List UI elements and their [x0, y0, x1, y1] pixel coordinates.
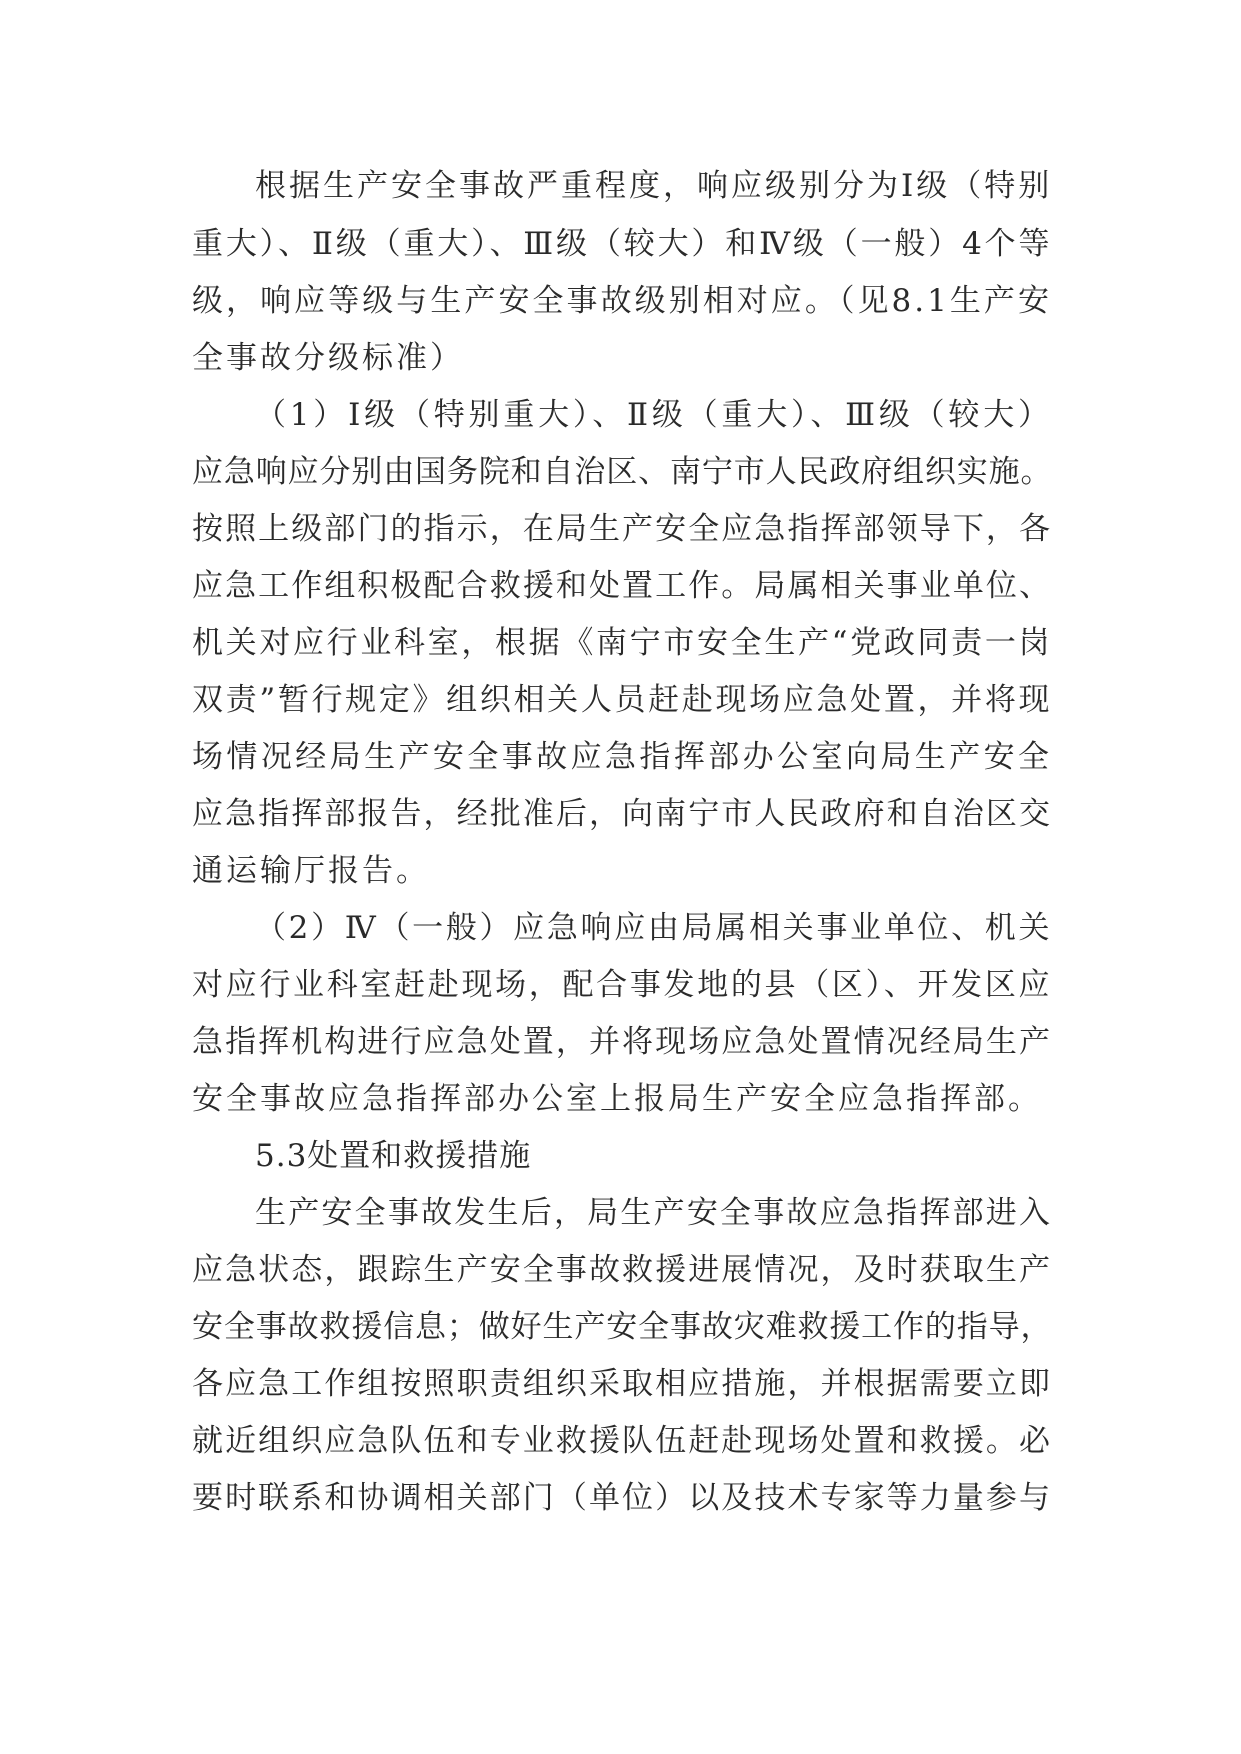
paragraph-2-line-7: 场情况经局生产安全事故应急指挥部办公室向局生产安全: [192, 739, 1052, 775]
paragraph-3-line-3: 急指挥机构进行应急处置，并将现场应急处置情况经局生产: [192, 1024, 1052, 1060]
paragraph-3-line-2: 对应行业科室赶赴现场，配合事发地的县（区）、开发区应: [192, 967, 1052, 1003]
paragraph-2-line-9: 通运输厅报告。: [192, 853, 430, 889]
paragraph-3-line-4: 安全事故应急指挥部办公室上报局生产安全应急指挥部。: [192, 1081, 1042, 1117]
paragraph-1-line-1: 根据生产安全事故严重程度，响应级别分为Ⅰ级（特别: [255, 168, 1053, 204]
paragraph-2-line-6: 双责”暂行规定》组织相关人员赶赴现场应急处置，并将现: [192, 682, 1052, 718]
section-heading-5-3: 5.3处置和救援措施: [255, 1138, 532, 1174]
paragraph-2-line-3: 按照上级部门的指示，在局生产安全应急指挥部领导下，各: [192, 511, 1052, 547]
paragraph-4-line-2: 应急状态，跟踪生产安全事故救援进展情况，及时获取生产: [192, 1252, 1052, 1288]
paragraph-2-line-2: 应急响应分别由国务院和自治区、南宁市人民政府组织实施。: [192, 454, 1052, 490]
paragraph-1-line-3: 级，响应等级与生产安全事故级别相对应。（见8.1生产安: [192, 283, 1052, 319]
paragraph-3-line-1: （2）Ⅳ（一般）应急响应由局属相关事业单位、机关: [255, 910, 1052, 946]
paragraph-2-line-1: （1）Ⅰ级（特别重大）、Ⅱ级（重大）、Ⅲ级（较大）: [255, 397, 1052, 433]
paragraph-4-line-3: 安全事故救援信息；做好生产安全事故灾难救援工作的指导，: [192, 1309, 1052, 1345]
paragraph-4-line-1: 生产安全事故发生后，局生产安全事故应急指挥部进入: [255, 1195, 1052, 1231]
paragraph-4-line-4: 各应急工作组按照职责组织采取相应措施，并根据需要立即: [192, 1366, 1052, 1402]
paragraph-4-line-5: 就近组织应急队伍和专业救援队伍赶赴现场处置和救援。必: [192, 1423, 1052, 1459]
paragraph-2-line-8: 应急指挥部报告，经批准后，向南宁市人民政府和自治区交: [192, 796, 1052, 832]
paragraph-2-line-4: 应急工作组积极配合救援和处置工作。局属相关事业单位、: [192, 568, 1052, 604]
paragraph-1-line-4: 全事故分级标准）: [192, 340, 464, 376]
paragraph-2-line-5: 机关对应行业科室，根据《南宁市安全生产“党政同责一岗: [192, 625, 1052, 661]
paragraph-4-line-6: 要时联系和协调相关部门（单位）以及技术专家等力量参与: [192, 1480, 1052, 1516]
paragraph-1-line-2: 重大）、Ⅱ级（重大）、Ⅲ级（较大）和Ⅳ级（一般）4个等: [192, 226, 1052, 262]
